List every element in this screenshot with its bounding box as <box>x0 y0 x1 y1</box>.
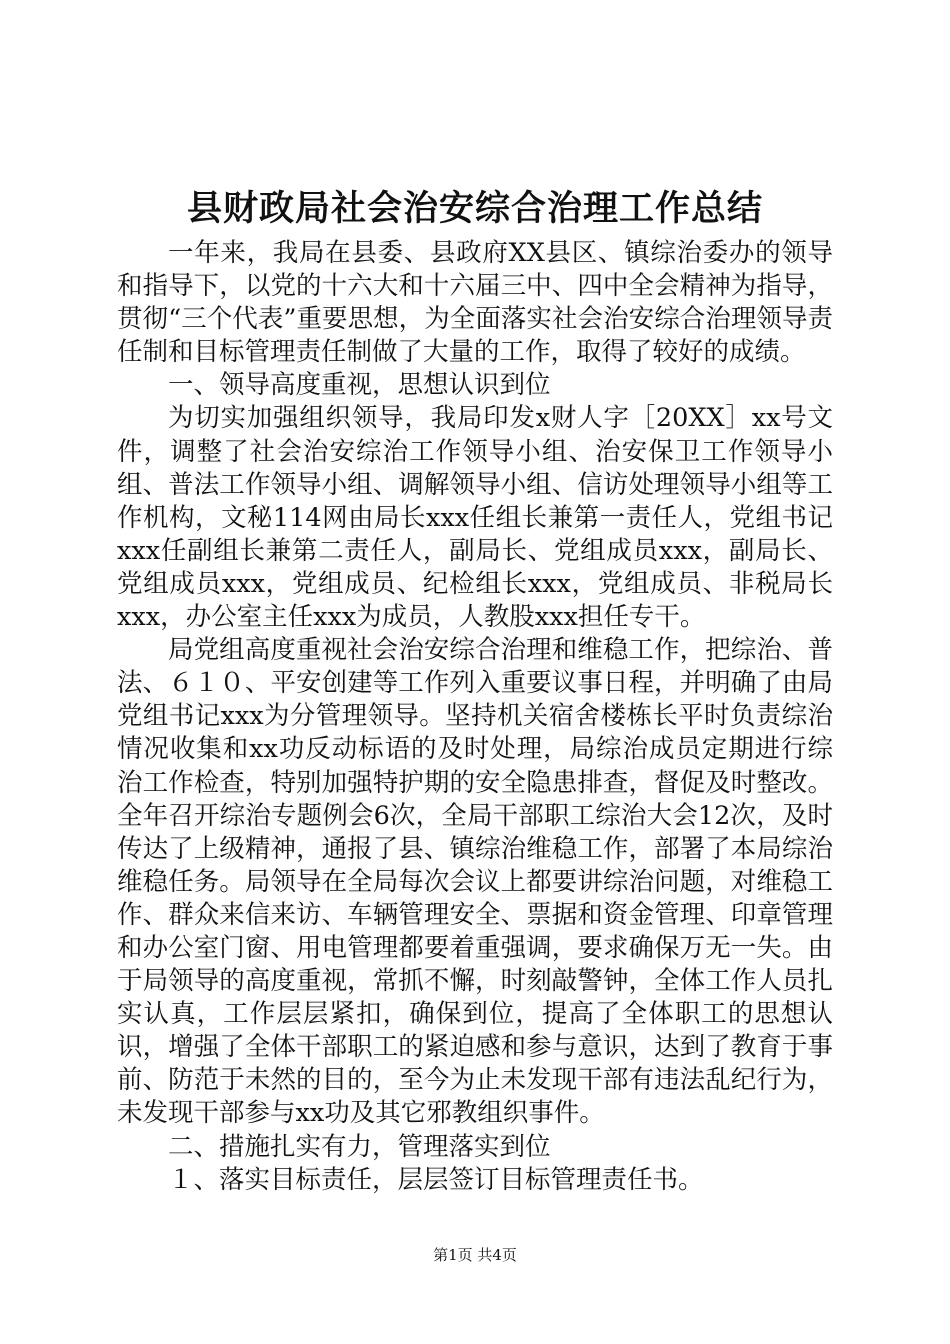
page-number-footer: 第1页 共4页 <box>433 1246 517 1264</box>
section-heading-2: 二、措施扎实有力，管理落实到位 <box>168 1131 551 1162</box>
body-paragraph-1: 为切实加强组织领导，我局印发x财人字［20XX］xx号文件，调整了社会治安综治工作领导小组、治安保卫工作领导小组、普法工作领导小组、调解领导小组、信访处理领导小组等工作机构，文秘114网由局长xxx任组长兼第一责任人，党组书记xxx任副组长兼第二责任人，副局长、党组成员xxx，副局长、党组成员xxx，党组成员、纪检组长xxx，党组成员、非税局长xxx，办公室主任xxx为成员，人教股xxx担任专干。 <box>117 403 833 633</box>
subsection-item-1: １、落实目标责任，层层签订目标管理责任书。 <box>168 1164 704 1195</box>
document-title: 县财政局社会治安综合治理工作总结 <box>186 189 763 229</box>
intro-paragraph: 一年来，我局在县委、县政府XX县区、镇综治委办的领导和指导下，以党的十六大和十六届三中、四中全会精神为指导，贯彻“三个代表”重要思想，为全面落实社会治安综合治理领导责任制和目标管理责任制做了大量的工作，取得了较好的成绩。 <box>117 238 833 368</box>
body-paragraph-2: 局党组高度重视社会治安综合治理和维稳工作，把综治、普法、６１０、平安创建等工作列入重要议事日程，并明确了由局党组书记xxx为分管理领导。坚持机关宿舍楼栋长平时负责综治情况收集和xx功反动标语的及时处理，局综治成员定期进行综治工作检查，特别加强特护期的安全隐患排查，督促及时整改。全年召开综治专题例会6次，全局干部职工综治大会12次，及时传达了上级精神，通报了县、镇综治维稳工作，部署了本局综治维稳任务。局领导在全局每次会议上都要讲综治问题，对维稳工作、群众来信来访、车辆管理安全、票据和资金管理、印章管理和办公室门窗、用电管理都要着重强调，要求确保万无一失。由于局领导的高度重视，常抓不懈，时刻敲警钟，全体工作人员扎实认真，工作层层紧扣，确保到位，提高了全体职工的思想认识，增强了全体干部职工的紧迫感和参与意识，达到了教育于事前、防范于未然的目的，至今为止未发现干部有违法乱纪行为，未发现干部参与xx功及其它邪教组织事件。 <box>117 635 833 1129</box>
section-heading-1: 一、领导高度重视，思想认识到位 <box>168 370 551 401</box>
document-body <box>117 237 833 1197</box>
